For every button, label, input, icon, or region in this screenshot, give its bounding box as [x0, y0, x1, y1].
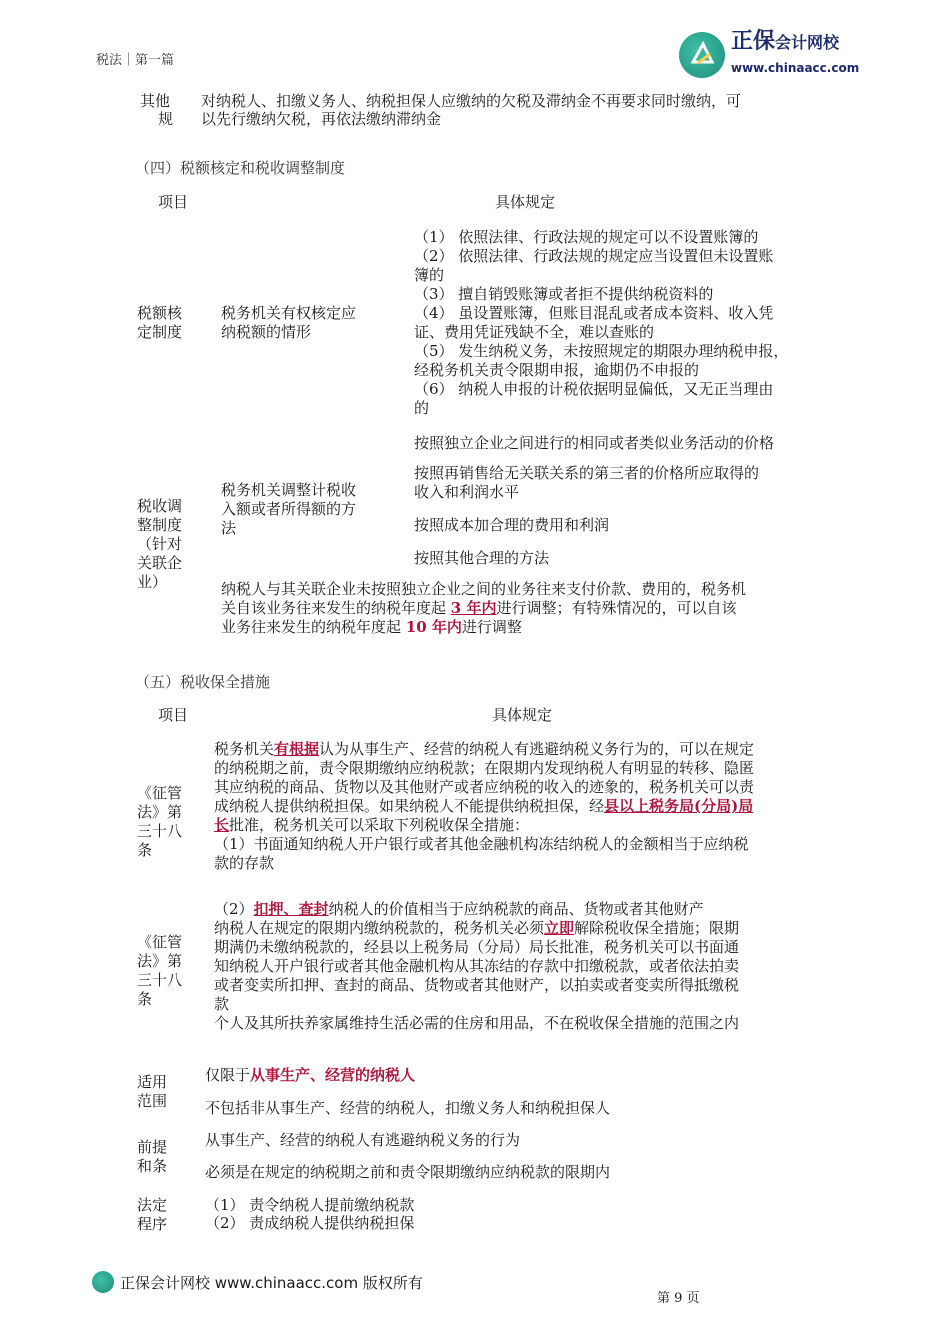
row-procedure-1: （1） 责令纳税人提前缴纳税款 — [205, 1196, 415, 1214]
highlight-seize: 扣押、查封 — [253, 900, 329, 918]
section4-title: （四）税额核定和税收调整制度 — [135, 159, 346, 177]
brand-site: www.chinaacc.com — [731, 61, 860, 75]
other-text-1: 对纳税人、扣缴义务人、纳税担保人应缴纳的欠税及滞纳金不再要求同时缴纳，可 — [201, 92, 742, 110]
row-assess-mid: 税务机关有权核定应 纳税额的情形 — [221, 304, 357, 341]
adjust-method-3: 按照成本加合理的费用和利润 — [414, 516, 610, 534]
row-assess-label: 税额核 定制度 — [137, 304, 183, 341]
row-adjust-mid: 税务机关调整计税收 入额或者所得额的方 法 — [221, 481, 357, 537]
row-scope-label: 适用 范围 — [137, 1073, 168, 1110]
row-procedure-2: （2） 责成纳税人提供纳税担保 — [205, 1214, 415, 1232]
highlight-county-bureau: 县以上税务局(分局)局 — [604, 797, 754, 815]
footer-logo-icon — [92, 1271, 114, 1293]
row-premise-1: 从事生产、经营的纳税人有逃避纳税义务的行为 — [205, 1131, 521, 1149]
row-premise-2: 必须是在规定的纳税期之前和责令限期缴纳应纳税款的限期内 — [205, 1163, 611, 1181]
row-law38-text-2: （2）扣押、查封纳税人的价值相当于应纳税款的商品、货物或者其他财产 纳税人在规定的限期内缴纳税款的，税务机关必须立即解除税收保全措施；限期 期满仍未缴纳税款的，经县以上税务局（分局）局长批准，税务机关可以书面通 知纳税人开户银行或者其他金融机构从其冻结的存款中扣缴税款，或者依法拍卖 或者变卖所扣押、查封的商品、货物或者其他财产，以拍卖或者变卖所得抵缴税 款 — [214, 900, 740, 1013]
section5-col-item: 项目 — [158, 706, 189, 724]
header-left-text: 税法｜第一篇 — [96, 53, 175, 68]
row-assess-items: （1） 依照法律、行政法规的规定可以不设置账簿的 （2） 依照法律、行政法规的规定应当设置但未设置账 簿的 （3） 擅自销毁账簿或者拒不提供纳税资料的 （4） 虽设置账簿，但账目混乱或者成本资料、收入凭 证、费用凭证残缺不全，难以查账的 （5） 发生纳税义务，未按照规定的期限办理纳税申报， 经税务机关责令限期申报，逾期仍不申报的 （6） 纳税人申报的计税依据明显偏低，又无正当理由 的 — [414, 228, 789, 417]
footer-page-number: 第 9 页 — [657, 1291, 700, 1306]
row-premise-label: 前提 和条 — [137, 1138, 168, 1175]
row-law38-label-1: 《征管 法》第 三十八 条 — [137, 784, 183, 859]
section4-col-rule: 具体规定 — [495, 193, 556, 211]
row-law38-text-1: 税务机关有根据认为从事生产、经营的纳税人有逃避纳税义务行为的，可以在规定 的纳税期之前，责令限期缴纳应纳税款；在限期内发现纳税人有明显的转移、隐匿 其应纳税的商品、货物以及其他财产或者应纳税的收入的迹象的，税务机关可以责 成纳税人提供纳税担保。如果纳税人不能提供纳税担保，经县以上税务局(分局)局 长批准，税务机关可以采取下列税收保全措施： （1）书面通知纳税人开户银行或者其他金融机构冻结纳税人的金额相当于应纳税 款的存款 — [214, 740, 755, 872]
footer-copyright: 正保会计网校 www.chinaacc.com 版权所有 — [120, 1274, 423, 1292]
highlight-3-years: 3 年内 — [450, 599, 497, 617]
row-adjust-label: 税收调 整制度 （针对 关联企 业） — [137, 497, 183, 591]
row-procedure-label: 法定 程序 — [137, 1196, 168, 1233]
row-scope-2: 不包括非从事生产、经营的纳税人，扣缴义务人和纳税担保人 — [205, 1099, 611, 1117]
highlight-producing-taxpayer: 从事生产、经营的纳税人 — [250, 1066, 416, 1084]
other-label-1: 其他 — [140, 92, 171, 110]
adjust-method-2: 按照再销售给无关联关系的第三者的价格所应取得的 收入和利润水平 — [414, 464, 760, 501]
adjust-note: 纳税人与其关联企业未按照独立企业之间的业务往来支付价款、费用的，税务机 关自该业务往来发生的纳税年度起 3 年内进行调整；有特殊情况的，可以自该 业务往来发生的纳税年度起 10 年内进行调整 — [221, 580, 747, 636]
section5-col-rule: 具体规定 — [492, 706, 553, 724]
other-label-2: 规 — [158, 110, 174, 128]
highlight-immediately: 立即 — [544, 919, 575, 937]
highlight-director: 长 — [214, 816, 230, 834]
row-law38-text-cut: 个人及其所扶养家属维持生活必需的住房和用品，不在税收保全措施的范围之内 — [214, 1014, 740, 1032]
highlight-has-grounds: 有根据 — [274, 740, 320, 758]
highlight-10-years: 10 年内 — [405, 618, 462, 636]
row-law38-label-2: 《征管 法》第 三十八 条 — [137, 933, 183, 1008]
section4-col-item: 项目 — [158, 193, 189, 211]
section5-title: （五）税收保全措施 — [135, 673, 271, 691]
row-scope-1: 仅限于从事生产、经营的纳税人 — [205, 1066, 416, 1084]
adjust-method-4: 按照其他合理的方法 — [414, 549, 550, 567]
other-text-2: 以先行缴纳欠税，再依法缴纳滞纳金 — [201, 110, 442, 128]
logo-icon — [679, 32, 725, 78]
adjust-method-1: 按照独立企业之间进行的相同或者类似业务活动的价格 — [414, 434, 775, 452]
brand-name: 正保会计网校 — [731, 29, 840, 54]
